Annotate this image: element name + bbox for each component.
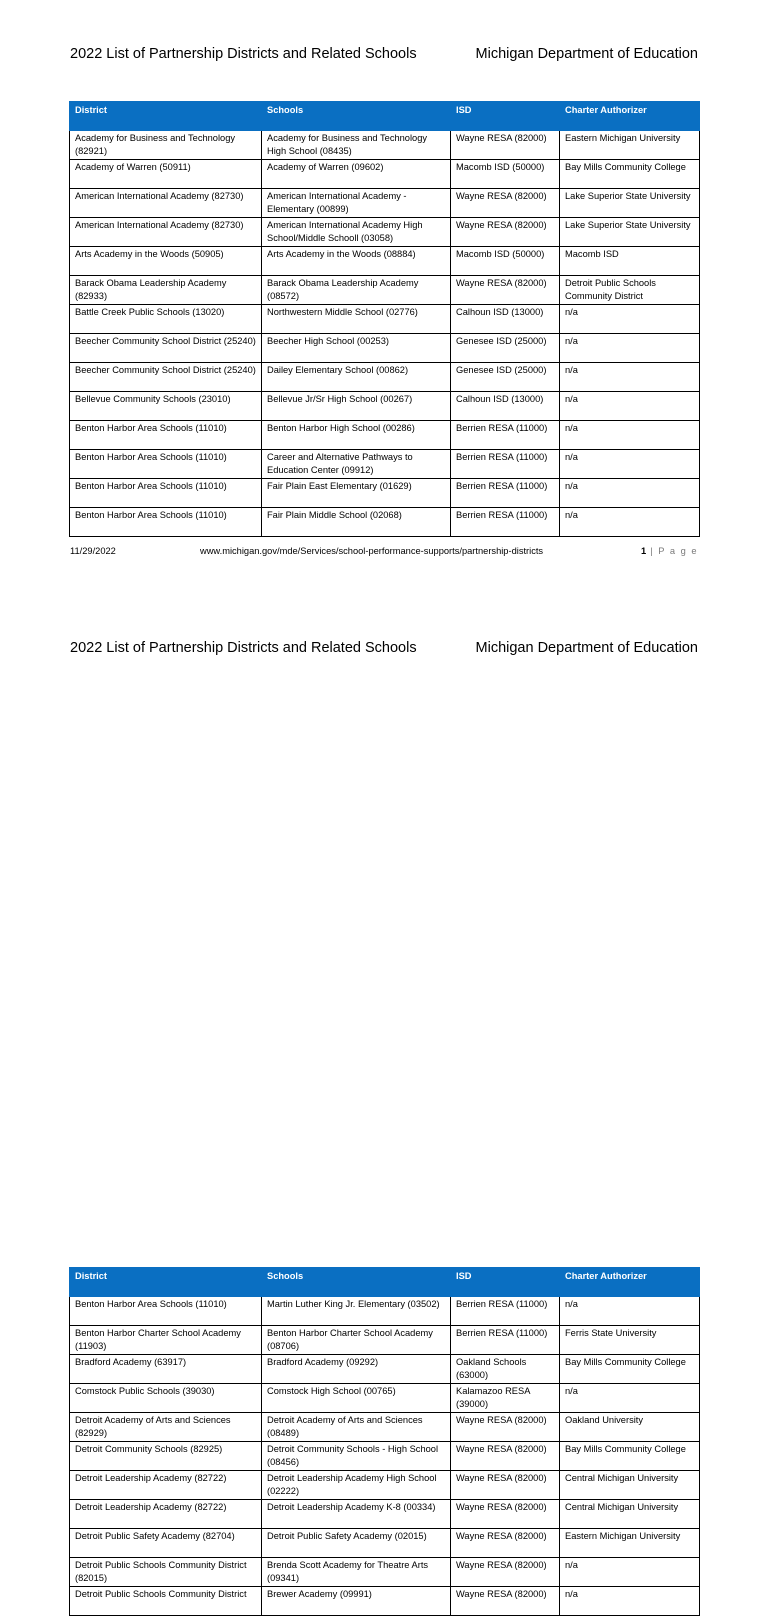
cell-isd: Wayne RESA (82000) <box>451 131 560 160</box>
cell-district: Beecher Community School District (25240) <box>70 334 262 363</box>
cell-school: Beecher High School (00253) <box>262 334 451 363</box>
cell-charter-authorizer: n/a <box>560 421 700 450</box>
cell-school: Benton Harbor Charter School Academy (08706) <box>262 1326 451 1355</box>
cell-school: Fair Plain East Elementary (01629) <box>262 479 451 508</box>
table-header-row <box>70 1268 700 1297</box>
cell-charter-authorizer: n/a <box>560 1297 700 1326</box>
cell-isd: Macomb ISD (50000) <box>451 160 560 189</box>
cell-charter-authorizer: n/a <box>560 1558 700 1587</box>
table-row <box>70 1413 700 1442</box>
cell-school: Detroit Public Safety Academy (02015) <box>262 1529 451 1558</box>
column-header-district: District <box>70 1268 262 1297</box>
page-number: 1 <box>640 546 647 556</box>
cell-school: Bellevue Jr/Sr High School (00267) <box>262 392 451 421</box>
cell-charter-authorizer: Lake Superior State University <box>560 189 700 218</box>
cell-charter-authorizer: Detroit Public Schools Community District <box>560 276 700 305</box>
page-header <box>70 640 698 664</box>
cell-district: Benton Harbor Area Schools (11010) <box>70 450 262 479</box>
table-row <box>70 189 700 218</box>
cell-isd: Oakland Schools (63000) <box>451 1355 560 1384</box>
cell-isd: Berrien RESA (11000) <box>451 1297 560 1326</box>
cell-district: Detroit Leadership Academy (82722) <box>70 1471 262 1500</box>
cell-isd: Berrien RESA (11000) <box>451 421 560 450</box>
cell-district: Detroit Academy of Arts and Sciences (82929) <box>70 1413 262 1442</box>
cell-isd: Wayne RESA (82000) <box>451 1529 560 1558</box>
cell-isd: Wayne RESA (82000) <box>451 189 560 218</box>
table-row <box>70 305 700 334</box>
cell-school: Academy of Warren (09602) <box>262 160 451 189</box>
cell-charter-authorizer: n/a <box>560 508 700 537</box>
column-header-charter-authorizer: Charter Authorizer <box>560 102 700 131</box>
partnership-table <box>69 1267 700 1616</box>
cell-school: Career and Alternative Pathways to Education Center (09912) <box>262 450 451 479</box>
table-row <box>70 450 700 479</box>
cell-isd: Wayne RESA (82000) <box>451 276 560 305</box>
cell-charter-authorizer: Central Michigan University <box>560 1500 700 1529</box>
cell-charter-authorizer: n/a <box>560 1587 700 1616</box>
table-row <box>70 1326 700 1355</box>
cell-isd: Wayne RESA (82000) <box>451 218 560 247</box>
cell-school: Arts Academy in the Woods (08884) <box>262 247 451 276</box>
cell-isd: Calhoun ISD (13000) <box>451 305 560 334</box>
cell-district: Benton Harbor Area Schools (11010) <box>70 1297 262 1326</box>
column-header-isd: ISD <box>451 1268 560 1297</box>
footer-url: www.michigan.gov/mde/Services/school-performance-supports/partnership-districts <box>200 546 544 556</box>
cell-district: American International Academy (82730) <box>70 189 262 218</box>
table-row <box>70 1384 700 1413</box>
cell-isd: Wayne RESA (82000) <box>451 1442 560 1471</box>
cell-school: Northwestern Middle School (02776) <box>262 305 451 334</box>
page-footer <box>70 546 698 560</box>
cell-school: Barack Obama Leadership Academy (08572) <box>262 276 451 305</box>
footer-date: 11/29/2022 <box>70 546 116 556</box>
cell-school: Brenda Scott Academy for Theatre Arts (09341) <box>262 1558 451 1587</box>
cell-charter-authorizer: Central Michigan University <box>560 1471 700 1500</box>
cell-isd: Genesee ISD (25000) <box>451 363 560 392</box>
table-header-row <box>70 102 700 131</box>
cell-school: Detroit Leadership Academy High School (02222) <box>262 1471 451 1500</box>
cell-charter-authorizer: Eastern Michigan University <box>560 1529 700 1558</box>
cell-charter-authorizer: Bay Mills Community College <box>560 1442 700 1471</box>
cell-district: Detroit Public Schools Community District <box>70 1587 262 1616</box>
column-header-charter-authorizer: Charter Authorizer <box>560 1268 700 1297</box>
table-row <box>70 1442 700 1471</box>
cell-charter-authorizer: n/a <box>560 305 700 334</box>
cell-charter-authorizer: Eastern Michigan University <box>560 131 700 160</box>
cell-isd: Berrien RESA (11000) <box>451 508 560 537</box>
page-header <box>70 46 698 70</box>
cell-school: American International Academy High School/Middle Schooll (03058) <box>262 218 451 247</box>
table-row <box>70 1500 700 1529</box>
cell-school: Martin Luther King Jr. Elementary (03502) <box>262 1297 451 1326</box>
cell-district: American International Academy (82730) <box>70 218 262 247</box>
cell-district: Benton Harbor Area Schools (11010) <box>70 508 262 537</box>
cell-district: Arts Academy in the Woods (50905) <box>70 247 262 276</box>
cell-charter-authorizer: Macomb ISD <box>560 247 700 276</box>
cell-district: Beecher Community School District (25240) <box>70 363 262 392</box>
cell-isd: Macomb ISD (50000) <box>451 247 560 276</box>
table-row <box>70 392 700 421</box>
cell-district: Benton Harbor Area Schools (11010) <box>70 421 262 450</box>
partnership-table <box>69 101 700 537</box>
cell-school: Brewer Academy (09991) <box>262 1587 451 1616</box>
cell-school: Dailey Elementary School (00862) <box>262 363 451 392</box>
table-row <box>70 1297 700 1326</box>
table-row <box>70 1355 700 1384</box>
cell-school: Benton Harbor High School (00286) <box>262 421 451 450</box>
cell-school: Comstock High School (00765) <box>262 1384 451 1413</box>
cell-district: Academy for Business and Technology (82921) <box>70 131 262 160</box>
table-row <box>70 1471 700 1500</box>
cell-isd: Berrien RESA (11000) <box>451 1326 560 1355</box>
cell-isd: Wayne RESA (82000) <box>451 1587 560 1616</box>
cell-charter-authorizer: n/a <box>560 363 700 392</box>
cell-school: Detroit Leadership Academy K-8 (00334) <box>262 1500 451 1529</box>
cell-charter-authorizer: Bay Mills Community College <box>560 160 700 189</box>
cell-district: Detroit Public Schools Community District (82015) <box>70 1558 262 1587</box>
table-row <box>70 508 700 537</box>
cell-district: Bradford Academy (63917) <box>70 1355 262 1384</box>
cell-district: Detroit Community Schools (82925) <box>70 1442 262 1471</box>
column-header-schools: Schools <box>262 102 451 131</box>
cell-isd: Berrien RESA (11000) <box>451 450 560 479</box>
table-row <box>70 1558 700 1587</box>
cell-school: American International Academy - Elementary (00899) <box>262 189 451 218</box>
table-row <box>70 276 700 305</box>
cell-district: Barack Obama Leadership Academy (82933) <box>70 276 262 305</box>
cell-district: Battle Creek Public Schools (13020) <box>70 305 262 334</box>
cell-school: Academy for Business and Technology High School (08435) <box>262 131 451 160</box>
cell-isd: Kalamazoo RESA (39000) <box>451 1384 560 1413</box>
cell-charter-authorizer: n/a <box>560 334 700 363</box>
cell-charter-authorizer: Oakland University <box>560 1413 700 1442</box>
table-row <box>70 479 700 508</box>
document-title: 2022 List of Partnership Districts and Related Schools <box>70 46 417 62</box>
cell-charter-authorizer: n/a <box>560 479 700 508</box>
table-row <box>70 1529 700 1558</box>
cell-district: Academy of Warren (50911) <box>70 160 262 189</box>
cell-isd: Wayne RESA (82000) <box>451 1500 560 1529</box>
cell-district: Detroit Leadership Academy (82722) <box>70 1500 262 1529</box>
cell-charter-authorizer: n/a <box>560 392 700 421</box>
cell-school: Detroit Community Schools - High School (08456) <box>262 1442 451 1471</box>
cell-charter-authorizer: Bay Mills Community College <box>560 1355 700 1384</box>
cell-charter-authorizer: Lake Superior State University <box>560 218 700 247</box>
table-row <box>70 421 700 450</box>
cell-charter-authorizer: Ferris State University <box>560 1326 700 1355</box>
table-row <box>70 247 700 276</box>
department-name: Michigan Department of Education <box>475 46 698 62</box>
cell-isd: Berrien RESA (11000) <box>451 479 560 508</box>
table-row <box>70 363 700 392</box>
table-row <box>70 131 700 160</box>
column-header-isd: ISD <box>451 102 560 131</box>
department-name: Michigan Department of Education <box>475 640 698 656</box>
table-row <box>70 218 700 247</box>
cell-isd: Genesee ISD (25000) <box>451 334 560 363</box>
cell-charter-authorizer: n/a <box>560 1384 700 1413</box>
column-header-schools: Schools <box>262 1268 451 1297</box>
cell-district: Comstock Public Schools (39030) <box>70 1384 262 1413</box>
table-row <box>70 334 700 363</box>
cell-school: Detroit Academy of Arts and Sciences (08489) <box>262 1413 451 1442</box>
footer-page-number <box>641 546 698 556</box>
cell-district: Detroit Public Safety Academy (82704) <box>70 1529 262 1558</box>
column-header-district: District <box>70 102 262 131</box>
table-row <box>70 1587 700 1616</box>
document-title: 2022 List of Partnership Districts and Related Schools <box>70 640 417 656</box>
cell-isd: Wayne RESA (82000) <box>451 1413 560 1442</box>
table-row <box>70 160 700 189</box>
cell-district: Benton Harbor Charter School Academy (11903) <box>70 1326 262 1355</box>
page-label: | P a g e <box>646 546 698 556</box>
cell-district: Benton Harbor Area Schools (11010) <box>70 479 262 508</box>
cell-isd: Wayne RESA (82000) <box>451 1558 560 1587</box>
cell-isd: Calhoun ISD (13000) <box>451 392 560 421</box>
cell-district: Bellevue Community Schools (23010) <box>70 392 262 421</box>
cell-school: Fair Plain Middle School (02068) <box>262 508 451 537</box>
cell-school: Bradford Academy (09292) <box>262 1355 451 1384</box>
cell-charter-authorizer: n/a <box>560 450 700 479</box>
cell-isd: Wayne RESA (82000) <box>451 1471 560 1500</box>
